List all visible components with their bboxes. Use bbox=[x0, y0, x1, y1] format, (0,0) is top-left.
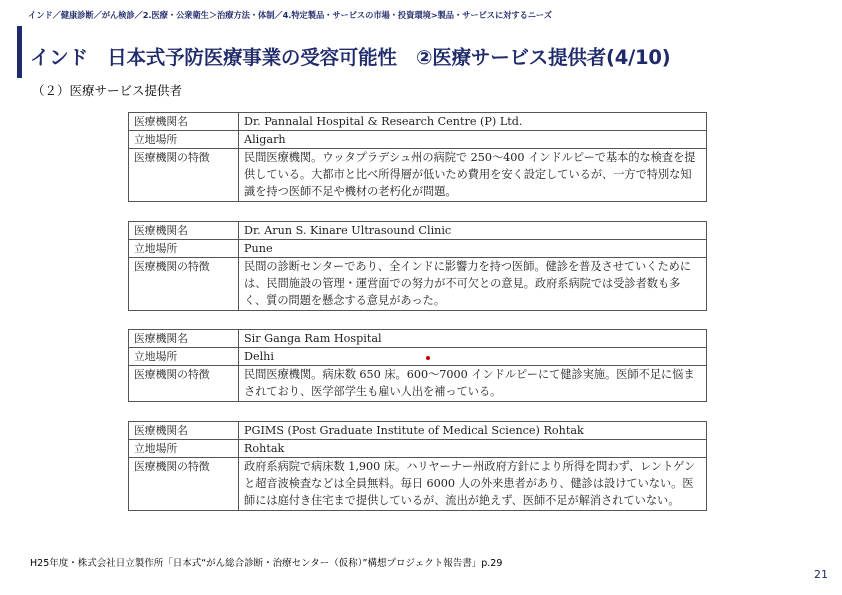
features-label: 医療機関の特徴 bbox=[129, 458, 239, 511]
institution-table-3 bbox=[128, 329, 707, 402]
location-label: 立地場所 bbox=[129, 131, 239, 149]
table-row bbox=[129, 366, 707, 402]
name-label: 医療機関名 bbox=[129, 422, 239, 440]
table-row bbox=[129, 258, 707, 311]
table-row bbox=[129, 222, 707, 240]
name-label: 医療機関名 bbox=[129, 113, 239, 131]
breadcrumb: インド／健康診断／がん検診／2.医療・公衆衛生＞治療方法・体制／4.特定製品・サービスの市場・投資環境>製品・サービスに対するニーズ bbox=[28, 10, 552, 20]
red-marker-dot bbox=[426, 356, 430, 360]
features-label: 医療機関の特徴 bbox=[129, 149, 239, 202]
table-row bbox=[129, 240, 707, 258]
page-number: 21 bbox=[814, 568, 828, 581]
institution-name: PGIMS (Post Graduate Institute of Medical Science) Rohtak bbox=[239, 422, 707, 440]
institution-table-4 bbox=[128, 421, 707, 511]
institution-location: Rohtak bbox=[239, 440, 707, 458]
section-subtitle: （２）医療サービス提供者 bbox=[32, 83, 183, 98]
institution-table-2 bbox=[128, 221, 707, 311]
institution-location: Pune bbox=[239, 240, 707, 258]
institution-name: Sir Ganga Ram Hospital bbox=[239, 330, 707, 348]
features-label: 医療機関の特徴 bbox=[129, 366, 239, 402]
institution-location: Aligarh bbox=[239, 131, 707, 149]
location-label: 立地場所 bbox=[129, 240, 239, 258]
institution-features: 民間の診断センターであり、全インドに影響力を持つ医師。健診を普及させていくためには、民間施設の管理・運営面での努力が不可欠との意見。政府系病院では受診者数も多く、質の問題を懸念する意見があった。 bbox=[239, 258, 707, 311]
table-row bbox=[129, 440, 707, 458]
name-label: 医療機関名 bbox=[129, 330, 239, 348]
name-label: 医療機関名 bbox=[129, 222, 239, 240]
institution-name: Dr. Pannalal Hospital & Research Centre (P) Ltd. bbox=[239, 113, 707, 131]
institution-location: Delhi bbox=[239, 348, 707, 366]
features-label: 医療機関の特徴 bbox=[129, 258, 239, 311]
location-label: 立地場所 bbox=[129, 348, 239, 366]
table-row bbox=[129, 149, 707, 202]
page-title: インド 日本式予防医療事業の受容可能性 ②医療サービス提供者(4/10) bbox=[30, 46, 671, 69]
table-row bbox=[129, 131, 707, 149]
table-row bbox=[129, 458, 707, 511]
title-accent-bar bbox=[17, 26, 22, 78]
location-label: 立地場所 bbox=[129, 440, 239, 458]
source-citation: H25年度・株式会社日立製作所「日本式“がん総合診断・治療センター（仮称）”構想プロジェクト報告書」p.29 bbox=[30, 558, 503, 569]
institution-name: Dr. Arun S. Kinare Ultrasound Clinic bbox=[239, 222, 707, 240]
table-row bbox=[129, 330, 707, 348]
table-row bbox=[129, 348, 707, 366]
institution-features: 政府系病院で病床数 1,900 床。ハリヤーナー州政府方針により所得を問わず、レントゲンと超音波検査などは全員無料。毎日 6000 人の外来患者があり、健診は設けていない。医師には庭付き住宅まで提供しているが、流出が絶えず、医師不足が解消されていない。 bbox=[239, 458, 707, 511]
institution-features: 民間医療機関。病床数 650 床。600～7000 インドルピーにて健診実施。医師不足に悩まされており、医学部学生も雇い人出を補っている。 bbox=[239, 366, 707, 402]
table-row bbox=[129, 113, 707, 131]
institution-table-1 bbox=[128, 112, 707, 202]
table-row bbox=[129, 422, 707, 440]
institution-features: 民間医療機関。ウッタプラデシュ州の病院で 250～400 インドルピーで基本的な検査を提供している。大都市と比べ所得層が低いため費用を安く設定しているが、一方で特別な知識を持つ医師不足や機材の老朽化が問題。 bbox=[239, 149, 707, 202]
